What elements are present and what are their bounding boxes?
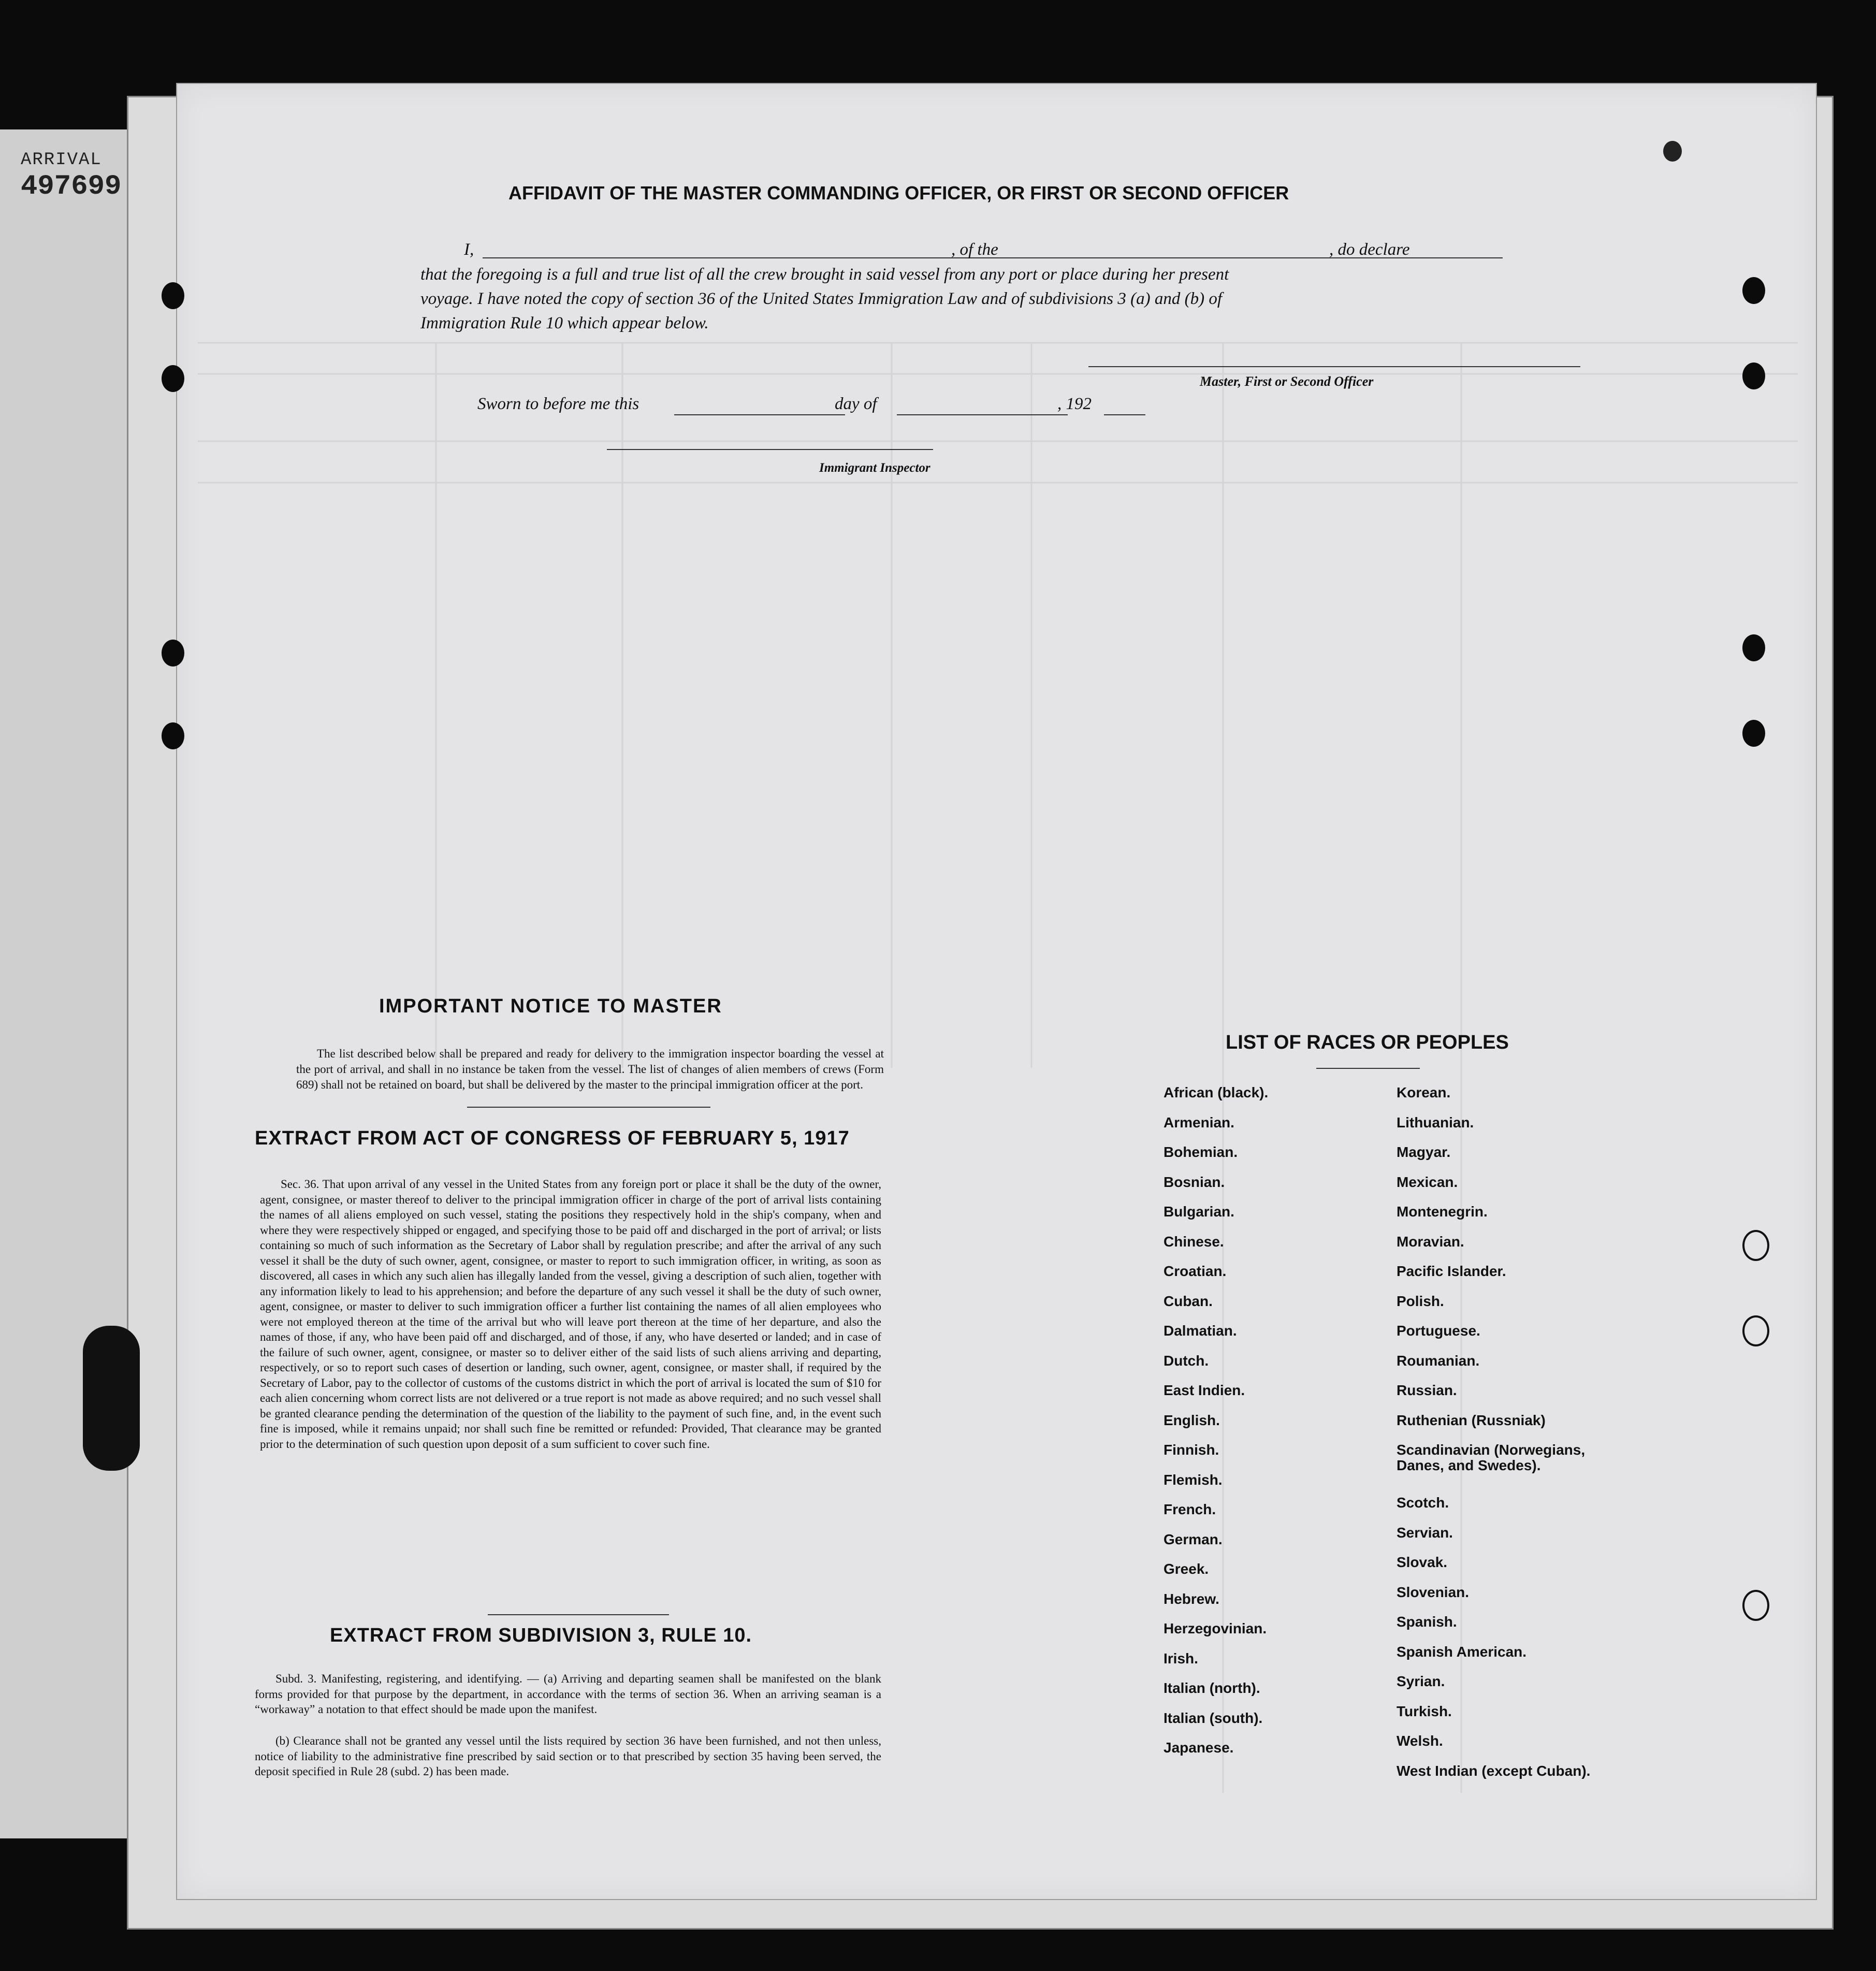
race-item: Dalmatian. <box>1164 1323 1237 1339</box>
notice-body: The list described below shall be prepared and ready for delivery to the immigration inspector boarding the vessel at the port of arrival, and shall in no instance be taken from the vessel. The list of changes of alien members of crews (Form 689) shall not be retained on board, but shall be delivered by the master to the principal immigration officer at the port. <box>296 1047 884 1091</box>
race-item: Irish. <box>1164 1650 1198 1666</box>
race-item: Mexican. <box>1397 1173 1458 1190</box>
year-label: , 192 <box>1057 395 1092 413</box>
race-item: Scandinavian (Norwegians, <box>1397 1442 1586 1458</box>
race-item: Dutch. <box>1164 1352 1209 1369</box>
races-heading: LIST OF RACES OR PEOPLES <box>1226 1032 1509 1053</box>
race-item: Cuban. <box>1164 1293 1213 1309</box>
race-item: African (black). <box>1164 1084 1269 1100</box>
race-item: Hebrew. <box>1164 1590 1219 1607</box>
race-item: Bohemian. <box>1164 1144 1238 1160</box>
race-item: Korean. <box>1397 1084 1451 1100</box>
affidavit-line-4: Immigration Rule 10 which appear below. <box>420 314 709 332</box>
affidavit-declare: , do declare <box>1329 240 1410 259</box>
race-item: Italian (north). <box>1164 1680 1260 1696</box>
punch-hole <box>162 640 184 666</box>
race-item: Turkish. <box>1397 1703 1452 1719</box>
race-item: Scotch. <box>1397 1495 1449 1511</box>
affidavit-line-2: that the foregoing is a full and true list of all the crew brought in said vessel from any port or place during her present <box>420 265 1229 284</box>
race-item: Herzegovinian. <box>1164 1620 1267 1636</box>
race-item: Greek. <box>1164 1561 1209 1577</box>
race-item: German. <box>1164 1531 1223 1547</box>
affidavit-i: I, <box>464 240 474 259</box>
race-item: French. <box>1164 1501 1216 1517</box>
race-item: Moravian. <box>1397 1233 1464 1250</box>
section-divider <box>467 1107 710 1108</box>
punch-hole <box>1742 277 1765 304</box>
race-item: East Indien. <box>1164 1382 1245 1398</box>
rule-body-a: Subd. 3. Manifesting, registering, and identifying. — (a) Arriving and departing seamen shall be manifested on the blank forms provided for that purpose by the department, in accordance with the terms of section 36. When an arriving seaman is a “workaway” a notation to that effect should be made upon the manifest. <box>255 1672 881 1716</box>
punch-hole <box>1742 1315 1769 1346</box>
race-item: Bosnian. <box>1164 1173 1225 1190</box>
rule-heading: EXTRACT FROM SUBDIVISION 3, RULE 10. <box>330 1625 752 1646</box>
punch-hole <box>162 365 184 392</box>
punch-hole <box>1742 634 1765 661</box>
race-item: Servian. <box>1397 1524 1453 1541</box>
punch-hole <box>1742 1230 1769 1261</box>
race-item: Welsh. <box>1397 1733 1443 1749</box>
punch-hole <box>1742 720 1765 747</box>
race-item: Spanish. <box>1397 1614 1457 1630</box>
rule-body-b: (b) Clearance shall not be granted any vessel until the lists required by section 36 have been furnished, and not then unless, notice of liability to the administrative fine prescribed by said section or to that prescribed by section 35 having been served, the deposit specified in Rule 28 (subd. 2) has been made. <box>255 1734 881 1778</box>
sworn-month-blank <box>897 414 1068 415</box>
affidavit-line-3: voyage. I have noted the copy of section 36 of the United States Immigration Law and of subdivisions 3 (a) and (b) of <box>420 289 1223 308</box>
arrival-number: 497699 <box>21 171 122 202</box>
act-heading: EXTRACT FROM ACT OF CONGRESS OF FEBRUARY 5, 1917 <box>255 1127 850 1149</box>
race-item: Lithuanian. <box>1397 1114 1474 1131</box>
day-of-label: day of <box>835 395 877 413</box>
year-blank <box>1104 414 1145 415</box>
inspector-signature-line <box>607 449 933 450</box>
vessel-blank <box>1037 257 1503 258</box>
race-item: Slovenian. <box>1397 1584 1470 1600</box>
affidavit-heading: AFFIDAVIT OF THE MASTER COMMANDING OFFICER, OR FIRST OR SECOND OFFICER <box>508 182 1289 204</box>
race-item: Italian (south). <box>1164 1709 1263 1726</box>
sworn-day-blank <box>674 414 845 415</box>
race-item: Pacific Islander. <box>1397 1263 1506 1279</box>
race-item: Syrian. <box>1397 1673 1445 1689</box>
master-label: Master, First or Second Officer <box>1200 374 1374 389</box>
race-item: Japanese. <box>1164 1740 1234 1756</box>
race-item: English. <box>1164 1412 1220 1428</box>
race-item: Magyar. <box>1397 1144 1451 1160</box>
sworn-label: Sworn to before me this <box>477 395 639 413</box>
notice-heading: IMPORTANT NOTICE TO MASTER <box>379 995 722 1017</box>
race-item: West Indian (except Cuban). <box>1397 1762 1591 1779</box>
race-item: Finnish. <box>1164 1442 1219 1458</box>
punch-hole <box>1742 363 1765 389</box>
punch-hole <box>1742 1590 1769 1621</box>
race-item: Montenegrin. <box>1397 1204 1488 1220</box>
race-item: Ruthenian (Russniak) <box>1397 1412 1546 1428</box>
punch-hole <box>162 282 184 309</box>
race-item: Polish. <box>1397 1293 1444 1309</box>
race-item: Armenian. <box>1164 1114 1234 1131</box>
race-item: Danes, and Swedes). <box>1397 1457 1541 1473</box>
race-item: Roumanian. <box>1397 1352 1480 1369</box>
race-item: Russian. <box>1397 1382 1457 1398</box>
race-item: Slovak. <box>1397 1554 1448 1570</box>
inspector-label: Immigrant Inspector <box>819 461 930 475</box>
section-divider-2 <box>488 1614 669 1615</box>
race-item: Portuguese. <box>1397 1323 1480 1339</box>
name-blank <box>483 257 1125 258</box>
punch-hole <box>83 1326 140 1471</box>
punch-hole <box>1663 141 1682 162</box>
affidavit-page <box>176 83 1817 1900</box>
act-body: Sec. 36. That upon arrival of any vessel in the United States from any foreign port or place it shall be the duty of the owner, agent, consignee, or master thereof to deliver to the principal immigration officer in charge of the port of arrival lists containing the names of all aliens employed on such vessel, stating the positions they respectively hold in the ship's company, when and where they were respectively shipped or engaged, and specifying those to be paid off and discharged in the port of arrival; or lists containing so much of such information as the Secretary of Labor shall by regulation prescribe; and after the arrival of any such vessel it shall be the duty of such owner, agent, consignee, or master to report to such immigration officer, in writing, as soon as discovered, all cases in which any such alien has illegally landed from the vessel, giving a description of such alien, together with any information likely to lead to his apprehension; and before the departure of any such vessel it shall be the duty of such owner, agent, consignee, or master to deliver to such immigration officer a further list containing the names of all alien employees who were not employed thereon at the time of the arrival but who will leave port thereon at the time of her departure, and also the names of those, if any, who have been paid off and discharged, and of those, if any, who have deserted or landed; and in case of the failure of such owner, agent, consignee, or master so to deliver either of the said lists of such aliens arriving and departing, respectively, or so to report such cases of desertion or landing, such owner, agent, consignee, or master shall, if required by the Secretary of Labor, pay to the collector of customs of the customs district in which the port of arrival is located the sum of $10 for each alien concerning whom correct lists are not delivered or a true report is not made as above required; and no such vessel shall be granted clearance pending the determination of the question of the liability to the payment of such fine, and, in the event such fine is imposed, while it remains unpaid; nor shall such fine be remitted or refunded: Provided, That clearance may be granted prior to the determination of such question upon deposit of a sum sufficient to cover such fine. <box>260 1178 881 1451</box>
master-signature-line <box>1088 366 1580 367</box>
race-item: Bulgarian. <box>1164 1204 1234 1220</box>
punch-hole <box>162 722 184 749</box>
race-item: Croatian. <box>1164 1263 1227 1279</box>
affidavit-of-the: , of the <box>951 240 998 259</box>
arrival-label: ARRIVAL <box>21 150 102 170</box>
race-item: Spanish American. <box>1397 1643 1527 1660</box>
race-item: Chinese. <box>1164 1233 1224 1250</box>
race-item: Flemish. <box>1164 1471 1223 1488</box>
races-heading-rule <box>1316 1068 1420 1069</box>
